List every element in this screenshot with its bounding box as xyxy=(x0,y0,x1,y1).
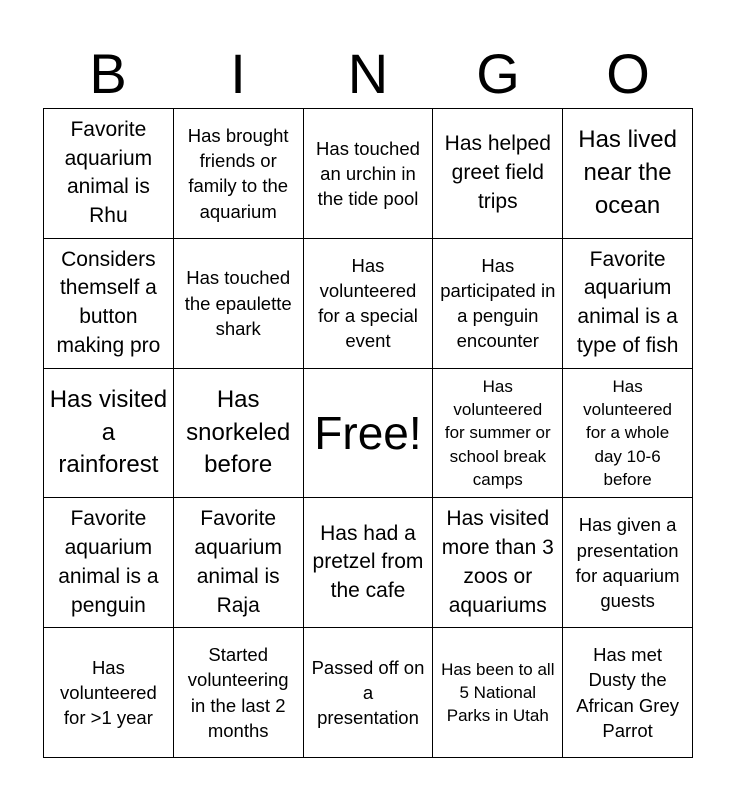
cell-text: Favorite aquarium animal is Raja xyxy=(194,507,282,617)
bingo-cell-r1-c1[interactable] xyxy=(44,109,174,239)
bingo-cell-r5-c4[interactable] xyxy=(433,628,563,758)
cell-text: Favorite aquarium animal is Rhu xyxy=(64,117,153,228)
bingo-cell-r2-c4[interactable] xyxy=(433,239,563,369)
cell-text: Has visited more than 3 zoos or aquariums xyxy=(441,507,554,617)
header-letter-i: I xyxy=(230,42,246,105)
bingo-cell-r3-c2[interactable] xyxy=(174,369,304,499)
cell-text: Favorite aquarium animal is a penguin xyxy=(58,507,159,617)
bingo-cell-r4-c2[interactable] xyxy=(174,498,304,628)
header-letter-o: O xyxy=(606,42,650,105)
bingo-board xyxy=(43,108,693,758)
cell-text: Has given a presentation for aquarium guests xyxy=(575,514,680,611)
bingo-cell-r1-c3[interactable] xyxy=(304,109,434,239)
free-space-label: Free! xyxy=(314,406,422,459)
cell-text: Has snorkeled before xyxy=(186,385,291,479)
bingo-cell-r4-c3[interactable] xyxy=(304,498,434,628)
bingo-cell-r4-c4[interactable] xyxy=(433,498,563,628)
cell-text: Has touched an urchin in the tide pool xyxy=(316,137,420,209)
bingo-cell-r5-c2[interactable] xyxy=(174,628,304,758)
cell-text: Has participated in a penguin encounter xyxy=(440,254,556,352)
cell-text: Has helped greet field trips xyxy=(444,132,551,213)
bingo-cell-r3-c5[interactable] xyxy=(563,369,693,499)
cell-text: Has volunteered for a whole day 10-6 before xyxy=(583,377,673,489)
cell-text: Started volunteering in the last 2 months xyxy=(187,644,289,741)
bingo-cell-r4-c5[interactable] xyxy=(563,498,693,628)
bingo-cell-r3-c3-free[interactable] xyxy=(304,369,434,499)
cell-text: Has met Dusty the African Grey Parrot xyxy=(576,644,679,741)
bingo-cell-r3-c1[interactable] xyxy=(44,369,174,499)
bingo-cell-r5-c1[interactable] xyxy=(44,628,174,758)
cell-text: Has brought friends or family to the aquarium xyxy=(187,125,289,222)
bingo-cell-r3-c4[interactable] xyxy=(433,369,563,499)
cell-text: Has volunteered for >1 year xyxy=(60,656,157,729)
cell-text: Favorite aquarium animal is a type of fish xyxy=(576,247,679,357)
bingo-cell-r2-c1[interactable] xyxy=(44,239,174,369)
bingo-cell-r5-c3[interactable] xyxy=(304,628,434,758)
cell-text: Has volunteered for a special event xyxy=(318,254,418,352)
cell-text: Passed off on a presentation xyxy=(311,656,425,729)
bingo-cell-r2-c2[interactable] xyxy=(174,239,304,369)
bingo-cell-r1-c2[interactable] xyxy=(174,109,304,239)
cell-text: Has lived near the ocean xyxy=(578,126,677,219)
bingo-cell-r2-c3[interactable] xyxy=(304,239,434,369)
cell-text: Has volunteered for summer or school break camps xyxy=(444,377,551,489)
header-letter-n: N xyxy=(347,42,389,105)
cell-text: Has had a pretzel from the cafe xyxy=(312,521,424,603)
cell-text: Has visited a rainforest xyxy=(49,385,168,479)
bingo-cell-r1-c5[interactable] xyxy=(563,109,693,239)
header-letter-b: B xyxy=(89,42,127,105)
cell-text: Has touched the epaulette shark xyxy=(184,267,292,339)
bingo-cell-r2-c5[interactable] xyxy=(563,239,693,369)
bingo-header xyxy=(43,40,693,108)
cell-text: Has been to all 5 National Parks in Utah xyxy=(441,659,555,726)
bingo-cell-r1-c4[interactable] xyxy=(433,109,563,239)
header-letter-g: G xyxy=(476,42,520,105)
bingo-cell-r4-c1[interactable] xyxy=(44,498,174,628)
cell-text: Considers themself a button making pro xyxy=(56,247,161,357)
bingo-cell-r5-c5[interactable] xyxy=(563,628,693,758)
